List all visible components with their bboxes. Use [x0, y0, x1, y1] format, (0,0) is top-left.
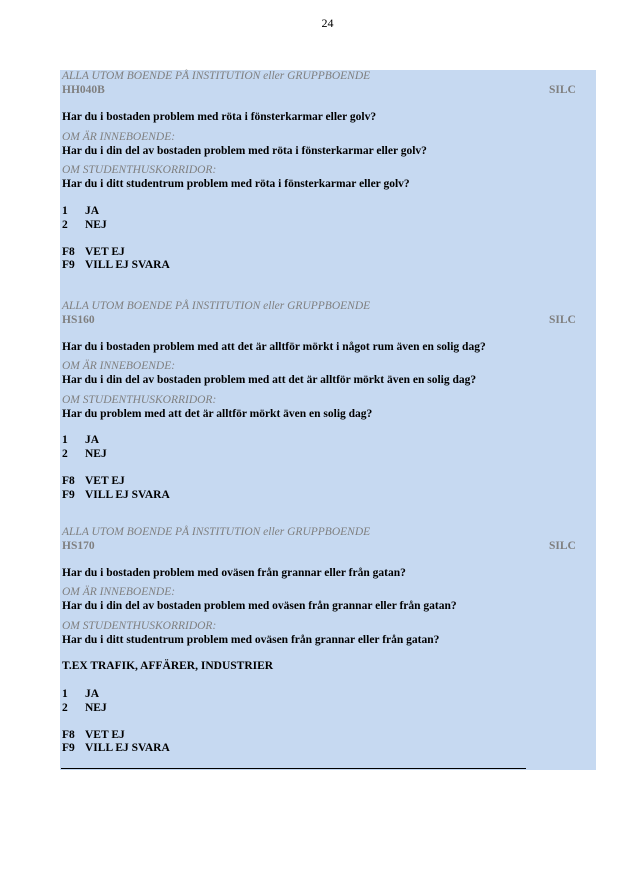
page-number: 24	[321, 16, 334, 30]
answer-code: F9	[62, 489, 75, 501]
alt-condition-label: OM ÄR INNEBOENDE:	[62, 586, 176, 598]
answer-label: VILL EJ SVARA	[85, 489, 170, 501]
answer-code: 2	[62, 702, 68, 714]
answer-label: VILL EJ SVARA	[85, 742, 170, 754]
answer-code: 1	[62, 434, 68, 446]
answer-code: 1	[62, 205, 68, 217]
question-text: Har du i bostaden problem med oväsen från grannar eller från gatan?	[62, 567, 406, 579]
answer-label: VET EJ	[85, 475, 125, 487]
bottom-divider	[61, 768, 526, 769]
answer-code: 2	[62, 448, 68, 460]
alt-question-text: Har du i din del av bostaden problem med att det är alltför mörkt även en solig dag?	[62, 374, 477, 386]
alt-condition-label: OM STUDENTHUSKORRIDOR:	[62, 620, 217, 632]
question-text: Har du i bostaden problem med röta i fönsterkarmar eller golv?	[62, 111, 377, 123]
survey-tag: SILC	[549, 540, 576, 552]
survey-tag: SILC	[549, 314, 576, 326]
answer-code: F9	[62, 742, 75, 754]
question-code: HH040B	[62, 84, 105, 96]
answer-label: NEJ	[85, 219, 107, 231]
answer-option	[62, 475, 125, 487]
alt-question-text: Har du i din del av bostaden problem med röta i fönsterkarmar eller golv?	[62, 145, 427, 157]
condition-text: ALLA UTOM BOENDE PÅ INSTITUTION eller GRUPPBOENDE	[62, 300, 371, 312]
alt-question-text: Har du i ditt studentrum problem med röta i fönsterkarmar eller golv?	[62, 178, 410, 190]
alt-condition-label: OM ÄR INNEBOENDE:	[62, 131, 176, 143]
answer-option	[62, 205, 99, 217]
alt-condition-label: OM ÄR INNEBOENDE:	[62, 360, 176, 372]
answer-code: 2	[62, 219, 68, 231]
answer-code: F8	[62, 475, 75, 487]
answer-label: NEJ	[85, 702, 107, 714]
answer-code: 1	[62, 688, 68, 700]
answer-option	[62, 489, 170, 501]
condition-text: ALLA UTOM BOENDE PÅ INSTITUTION eller GRUPPBOENDE	[62, 70, 371, 82]
answer-option	[62, 219, 107, 231]
answer-label: JA	[85, 434, 100, 446]
answer-code: F8	[62, 729, 75, 741]
answer-code: F9	[62, 259, 75, 271]
interviewer-note: T.EX TRAFIK, AFFÄRER, INDUSTRIER	[62, 660, 274, 672]
alt-question-text: Har du i din del av bostaden problem med oväsen från grannar eller från gatan?	[62, 600, 457, 612]
condition-text: ALLA UTOM BOENDE PÅ INSTITUTION eller GRUPPBOENDE	[62, 526, 371, 538]
answer-label: NEJ	[85, 448, 107, 460]
answer-option	[62, 688, 99, 700]
question-code: HS160	[62, 314, 95, 326]
answer-label: VET EJ	[85, 246, 125, 258]
question-code: HS170	[62, 540, 95, 552]
question-text: Har du i bostaden problem med att det är alltför mörkt i något rum även en solig dag?	[62, 341, 486, 353]
answer-option	[62, 729, 125, 741]
answer-option	[62, 434, 99, 446]
answer-label: VILL EJ SVARA	[85, 259, 170, 271]
answer-option	[62, 246, 125, 258]
answer-label: JA	[85, 688, 100, 700]
answer-label: JA	[85, 205, 100, 217]
survey-tag: SILC	[549, 84, 576, 96]
alt-question-text: Har du i ditt studentrum problem med oväsen från grannar eller från gatan?	[62, 634, 440, 646]
alt-condition-label: OM STUDENTHUSKORRIDOR:	[62, 394, 217, 406]
answer-code: F8	[62, 246, 75, 258]
answer-option	[62, 742, 170, 754]
alt-condition-label: OM STUDENTHUSKORRIDOR:	[62, 164, 217, 176]
answer-label: VET EJ	[85, 729, 125, 741]
answer-option	[62, 702, 107, 714]
answer-option	[62, 448, 107, 460]
answer-option	[62, 259, 170, 271]
alt-question-text: Har du problem med att det är alltför mörkt även en solig dag?	[62, 408, 373, 420]
